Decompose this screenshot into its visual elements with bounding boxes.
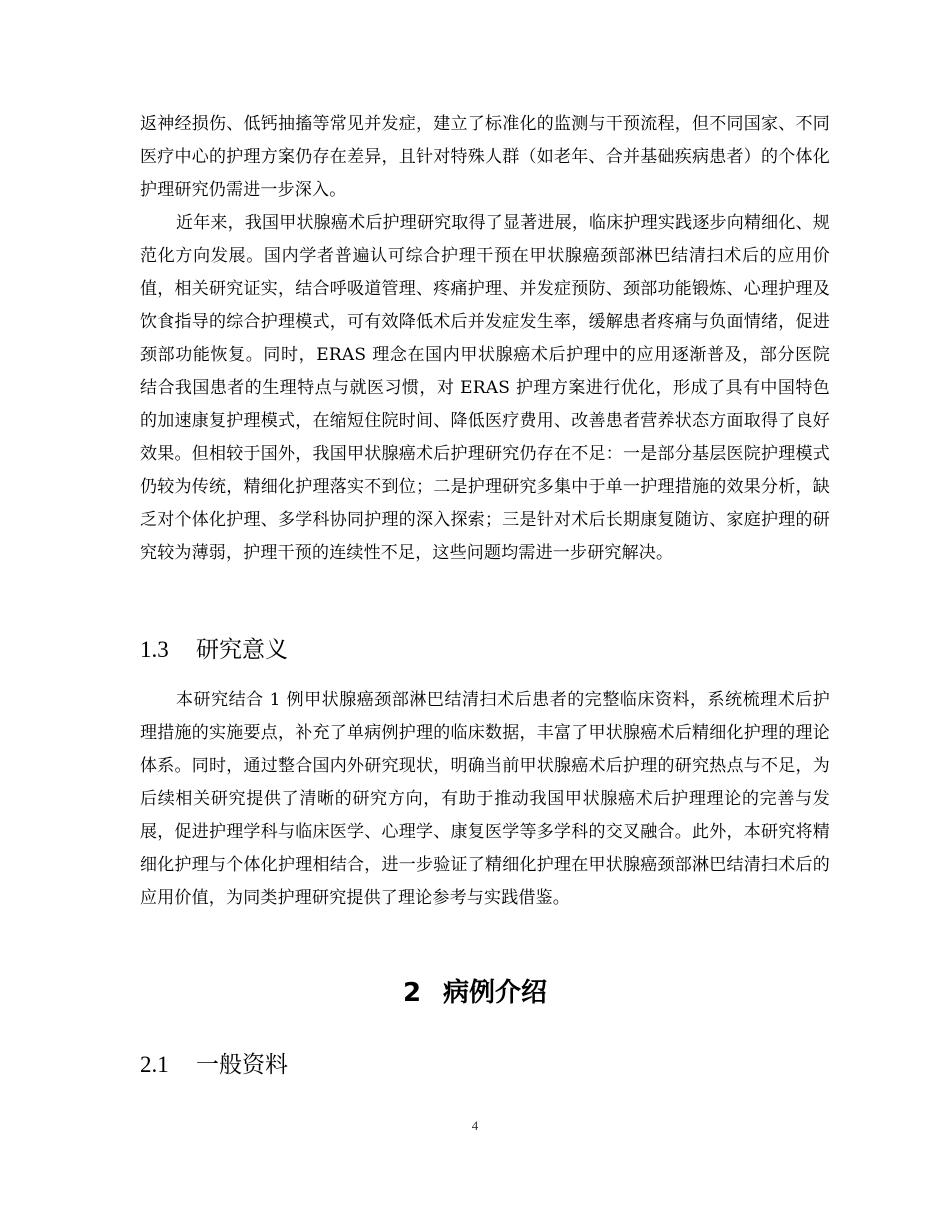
page-number: 4 — [471, 1118, 479, 1133]
chapter-title: 病例介绍 — [443, 978, 548, 1008]
body-paragraph-continued: 返神经损伤、低钙抽搐等常见并发症，建立了标准化的监测与干预流程，但不同国家、不同医疗中心的护理方案仍存在差异，且针对特殊人群（如老年、合并基础疾病患者）的个体化护理研究仍需进一步深入。 — [140, 114, 830, 200]
section-number: 1.3 — [140, 637, 169, 662]
section-title: 一般资料 — [196, 1052, 288, 1078]
section-heading-2-1 — [140, 1049, 288, 1081]
chapter-heading-2 — [0, 975, 950, 1011]
section-title: 研究意义 — [196, 637, 288, 663]
chapter-number: 2 — [402, 978, 422, 1008]
body-paragraph-research-significance: 本研究结合 1 例甲状腺癌颈部淋巴结清扫术后患者的完整临床资料，系统梳理术后护理措施的实施要点，补充了单病例护理的临床数据，丰富了甲状腺癌术后精细化护理的理论体系。同时，通过整合国内外研究现状，明确当前甲状腺癌术后护理的研究热点与不足，为后续相关研究提供了清晰的研究方向，有助于推动我国甲状腺癌术后护理理论的完善与发展，促进护理学科与临床医学、心理学、康复医学等多学科的交叉融合。此外，本研究将精细化护理与个体化护理相结合，进一步验证了精细化护理在甲状腺癌颈部淋巴结清扫术后的应用价值，为同类护理研究提供了理论参考与实践借鉴。 — [140, 690, 830, 908]
body-paragraph-domestic-research: 近年来，我国甲状腺癌术后护理研究取得了显著进展，临床护理实践逐步向精细化、规范化方向发展。国内学者普遍认可综合护理干预在甲状腺癌颈部淋巴结清扫术后的应用价值，相关研究证实，结合呼吸道管理、疼痛护理、并发症预防、颈部功能锻炼、心理护理及饮食指导的综合护理模式，可有效降低术后并发症发生率，缓解患者疼痛与负面情绪，促进颈部功能恢复。同时，ERAS 理念在国内甲状腺癌术后护理中的应用逐渐普及，部分医院结合我国患者的生理特点与就医习惯，对 ERAS 护理方案进行优化，形成了具有中国特色的加速康复护理模式，在缩短住院时间、降低医疗费用、改善患者营养状态方面取得了良好效果。但相较于国外，我国甲状腺癌术后护理研究仍存在不足：一是部分基层医院护理模式仍较为传统，精细化护理落实不到位；二是护理研究多集中于单一护理措施的效果分析，缺乏对个体化护理、多学科协同护理的深入探索；三是针对术后长期康复随访、家庭护理的研究较为薄弱，护理干预的连续性不足，这些问题均需进一步研究解决。 — [140, 213, 830, 563]
section-heading-1-3 — [140, 634, 288, 666]
section-number: 2.1 — [140, 1052, 169, 1077]
